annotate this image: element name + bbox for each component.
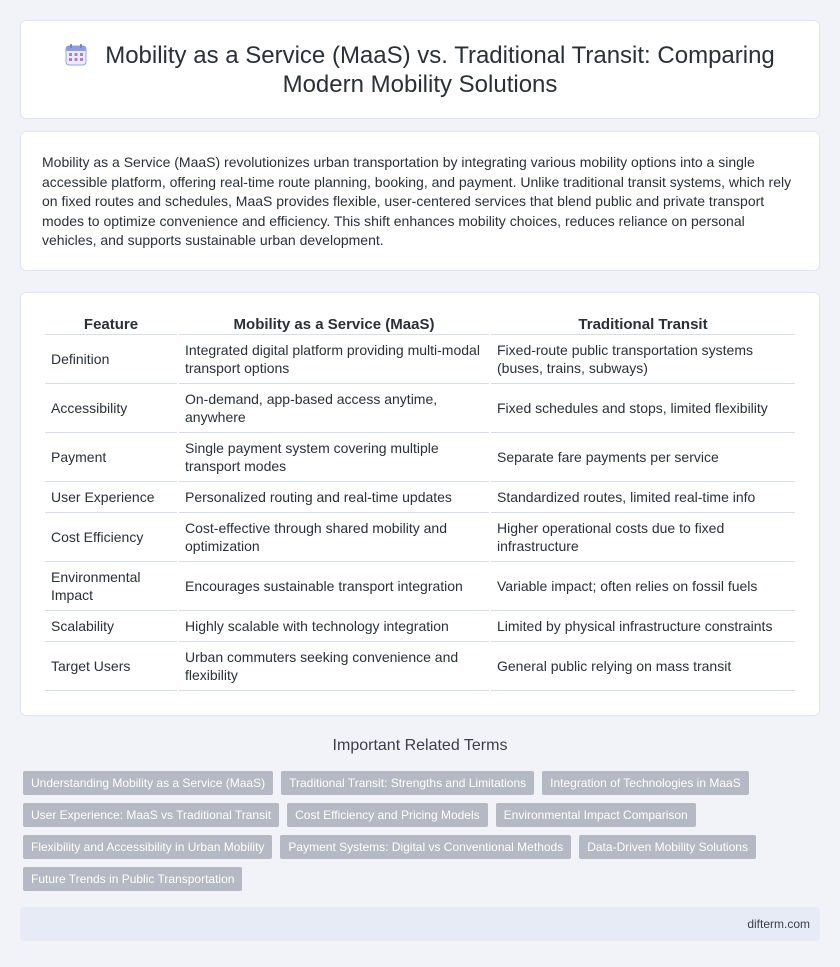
related-terms-tags (20, 771, 780, 891)
table-header-traditional: Traditional Transit (491, 313, 795, 335)
table-row (45, 562, 795, 611)
comparison-table (43, 313, 797, 691)
related-term-tag[interactable]: Future Trends in Public Transportation (23, 867, 242, 891)
table-cell-feature: Scalability (45, 611, 177, 642)
table-row (45, 513, 795, 562)
table-row (45, 433, 795, 482)
table-cell-traditional: Standardized routes, limited real-time info (491, 482, 795, 513)
footer-site-link[interactable]: difterm.com (747, 917, 810, 931)
table-cell-traditional: Variable impact; often relies on fossil fuels (491, 562, 795, 611)
related-term-tag[interactable]: Data-Driven Mobility Solutions (579, 835, 756, 859)
table-cell-traditional: Separate fare payments per service (491, 433, 795, 482)
table-cell-maas: Encourages sustainable transport integration (179, 562, 489, 611)
related-term-tag[interactable]: Understanding Mobility as a Service (MaaS) (23, 771, 273, 795)
table-header-row (45, 313, 795, 335)
related-terms-heading: Important Related Terms (332, 737, 508, 754)
table-cell-feature: Definition (45, 335, 177, 384)
table-cell-traditional: General public relying on mass transit (491, 642, 795, 691)
table-row (45, 384, 795, 433)
table-cell-maas: Integrated digital platform providing multi-modal transport options (179, 335, 489, 384)
page-title-text: Mobility as a Service (MaaS) vs. Traditional Transit: Comparing Modern Mobility Solutions (105, 41, 775, 98)
table-cell-feature: Accessibility (45, 384, 177, 433)
table-cell-maas: Urban commuters seeking convenience and flexibility (179, 642, 489, 691)
related-term-tag[interactable]: Traditional Transit: Strengths and Limitations (281, 771, 534, 795)
table-cell-maas: Single payment system covering multiple transport modes (179, 433, 489, 482)
table-cell-traditional: Higher operational costs due to fixed infrastructure (491, 513, 795, 562)
header-title-wrap (61, 41, 779, 99)
related-term-tag[interactable]: Flexibility and Accessibility in Urban Mobility (23, 835, 272, 859)
table-cell-feature: Target Users (45, 642, 177, 691)
intro-text: Mobility as a Service (MaaS) revolutionizes urban transportation by integrating various mobility options into a single accessible platform, offering real-time route planning, booking, and payment. Unlike traditional transit systems, which rely on fixed routes and schedules, MaaS provides flexible, user-centered services that blend public and private transport modes to optimize convenience and efficiency. This shift enhances mobility choices, reduces reliance on personal vehicles, and supports sustainable urban development. (42, 154, 792, 249)
table-cell-maas: Personalized routing and real-time updates (179, 482, 489, 513)
table-header-feature: Feature (45, 313, 177, 335)
table-row (45, 482, 795, 513)
page-footer (20, 907, 820, 941)
related-term-tag[interactable]: Environmental Impact Comparison (496, 803, 696, 827)
calendar-grid-icon (65, 44, 87, 66)
table-cell-maas: Highly scalable with technology integration (179, 611, 489, 642)
related-term-tag[interactable]: Payment Systems: Digital vs Conventional Methods (280, 835, 571, 859)
table-header-maas: Mobility as a Service (MaaS) (179, 313, 489, 335)
table-cell-feature: Environmental Impact (45, 562, 177, 611)
comparison-table-card (20, 292, 820, 716)
table-cell-traditional: Fixed schedules and stops, limited flexibility (491, 384, 795, 433)
related-term-tag[interactable]: Cost Efficiency and Pricing Models (287, 803, 488, 827)
table-cell-traditional: Fixed-route public transportation systems (buses, trains, subways) (491, 335, 795, 384)
table-cell-feature: Cost Efficiency (45, 513, 177, 562)
page-header (20, 20, 820, 119)
related-term-tag[interactable]: User Experience: MaaS vs Traditional Transit (23, 803, 279, 827)
table-row (45, 335, 795, 384)
related-term-tag[interactable]: Integration of Technologies in MaaS (542, 771, 749, 795)
table-cell-maas: On-demand, app-based access anytime, anywhere (179, 384, 489, 433)
table-row (45, 642, 795, 691)
table-cell-traditional: Limited by physical infrastructure constraints (491, 611, 795, 642)
table-cell-maas: Cost-effective through shared mobility and optimization (179, 513, 489, 562)
table-cell-feature: User Experience (45, 482, 177, 513)
table-row (45, 611, 795, 642)
table-cell-feature: Payment (45, 433, 177, 482)
intro-card (20, 131, 820, 271)
page-title (61, 41, 779, 99)
